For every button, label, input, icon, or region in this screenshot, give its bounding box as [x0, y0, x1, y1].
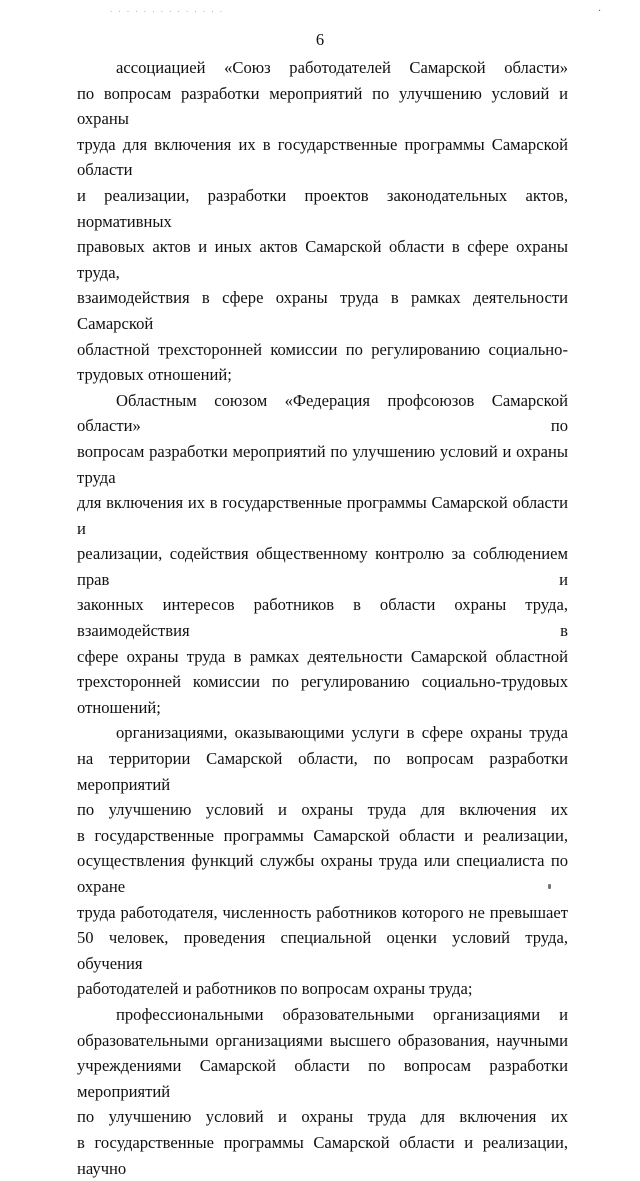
text-line: профессиональными образовательными организациями и	[116, 1004, 568, 1024]
text-line: труда работодателя, численность работников которого не превышает	[77, 902, 568, 922]
document-body	[77, 55, 568, 1181]
text-line: по улучшению условий и охраны труда для включения их	[77, 1107, 568, 1127]
text-line: вопросам разработки мероприятий по улучшению условий и охраны труда	[77, 441, 568, 487]
text-line: работодателей и работников по вопросам охраны труда;	[77, 979, 473, 999]
text-line: Областным союзом «Федерация профсоюзов Самарской области» по	[77, 390, 568, 436]
text-line: в государственные программы Самарской области и реализации,	[77, 825, 568, 845]
text-line: и реализации, разработки проектов законодательных актов, нормативных	[77, 185, 568, 231]
text-line: труда для включения их в государственные программы Самарской области	[77, 134, 568, 180]
text-line: ассоциацией «Союз работодателей Самарской области»	[116, 58, 568, 77]
paragraph-safety-service-orgs	[77, 720, 568, 1002]
text-line: законных интересов работников в области охраны труда, взаимодействия в	[77, 595, 568, 641]
text-line: образовательными организациями высшего образования, научными	[77, 1030, 568, 1050]
text-line: осуществления функций службы охраны труда или специалиста по охране	[77, 851, 568, 896]
text-line: для включения их в государственные программы Самарской области и	[77, 493, 568, 538]
text-line: учреждениями Самарской области по вопросам разработки мероприятий	[77, 1056, 568, 1101]
scan-speck	[548, 884, 551, 889]
text-line: в государственные программы Самарской области и реализации, научно	[77, 1132, 568, 1178]
paragraph-trade-unions-federation	[77, 388, 568, 721]
text-line: на территории Самарской области, по вопросам разработки мероприятий	[77, 749, 568, 794]
text-line: правовых актов и иных актов Самарской области в сфере охраны труда,	[77, 237, 568, 282]
text-line: сфере охраны труда в рамках деятельности Самарской областной	[77, 646, 568, 666]
page-number: 6	[315, 30, 325, 49]
text-line: по вопросам разработки мероприятий по улучшению условий и охраны	[77, 83, 568, 129]
text-line: 50 человек, проведения специальной оценки условий труда, обучения	[77, 928, 568, 973]
text-line: организациями, оказывающими услуги в сфере охраны труда	[116, 723, 568, 743]
text-line: реализации, содействия общественному контролю за соблюдением прав и	[77, 544, 568, 589]
paragraph-educational-orgs	[77, 1002, 568, 1181]
scan-header-artifact: · · · · · · · · · · · · · ·	[110, 8, 225, 16]
text-line: трудовых отношений;	[77, 365, 232, 385]
text-line: взаимодействия в сфере охраны труда в рамках деятельности Самарской	[77, 288, 568, 333]
text-line: отношений;	[77, 697, 161, 717]
text-line: трехсторонней комиссии по регулированию социально-трудовых	[77, 672, 568, 692]
paragraph-employers-union	[77, 55, 568, 388]
text-line: областной трехсторонней комиссии по регулированию социально-	[77, 339, 568, 359]
corner-mark: ·	[598, 6, 602, 17]
text-line: по улучшению условий и охраны труда для включения их	[77, 800, 568, 820]
